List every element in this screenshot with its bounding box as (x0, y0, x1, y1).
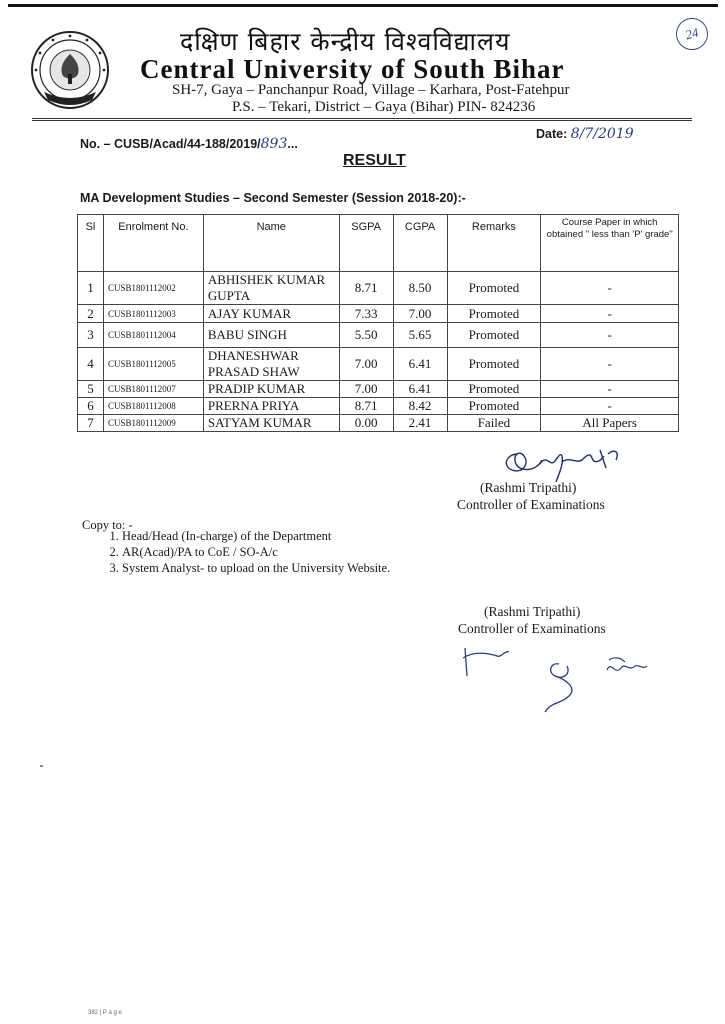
reference-number-handwritten: 893 (260, 136, 288, 152)
cell-enrolment: CUSB1801112002 (103, 272, 203, 305)
cell-name: SATYAM KUMAR (203, 415, 339, 432)
table-row (78, 381, 679, 398)
cell-sl: 7 (78, 415, 104, 432)
cell-enrolment: CUSB1801112003 (103, 305, 203, 323)
reference-number (80, 136, 298, 152)
list-item: 3. System Analyst- to upload on the University Website. (122, 560, 390, 576)
cell-cgpa: 5.65 (393, 323, 447, 348)
cell-cgpa: 8.50 (393, 272, 447, 305)
handwritten-corner-mark: 24 (672, 14, 711, 53)
result-table (77, 214, 679, 432)
cell-sgpa: 0.00 (339, 415, 393, 432)
table-row (78, 323, 679, 348)
signatory-name: (Rashmi Tripathi) (480, 480, 577, 495)
signatory-name-bottom: (Rashmi Tripathi) (484, 604, 581, 619)
reference-prefix: No. – CUSB/Acad/44-188/2019/ (80, 137, 261, 151)
university-name-english: Central University of South Bihar (140, 54, 565, 84)
address-line-2: P.S. – Tekari, District – Gaya (Bihar) PIN- 824236 (232, 99, 536, 115)
reference-dots: ... (287, 137, 298, 151)
cell-remarks: Promoted (447, 398, 541, 415)
cell-course-paper: - (541, 381, 679, 398)
date-label: Date: (536, 127, 571, 141)
cell-name: ABHISHEK KUMAR GUPTA (203, 272, 339, 305)
table-header-row (78, 215, 679, 272)
cell-cgpa: 2.41 (393, 415, 447, 432)
cell-sgpa: 8.71 (339, 398, 393, 415)
cell-sl: 1 (78, 272, 104, 305)
cell-name: DHANESHWAR PRASAD SHAW (203, 348, 339, 381)
address-line-1: SH-7, Gaya – Panchanpur Road, Village – Karhara, Post-Fatehpur (172, 82, 570, 98)
cell-course-paper: - (541, 272, 679, 305)
cell-course-paper: - (541, 323, 679, 348)
cell-sl: 6 (78, 398, 104, 415)
cell-remarks: Promoted (447, 381, 541, 398)
cell-sl: 5 (78, 381, 104, 398)
university-name-hindi: दक्षिण बिहार केन्द्रीय विश्वविद्यालय (180, 27, 511, 56)
cell-enrolment: CUSB1801112008 (103, 398, 203, 415)
university-seal-logo (30, 30, 110, 110)
cell-name: PRERNA PRIYA (203, 398, 339, 415)
scan-speck (40, 765, 43, 767)
list-item: 1. Head/Head (In-charge) of the Department (122, 528, 390, 544)
cell-cgpa: 6.41 (393, 348, 447, 381)
handwritten-initials (455, 636, 655, 716)
cell-course-paper: - (541, 348, 679, 381)
cell-course-paper: - (541, 305, 679, 323)
cell-enrolment: CUSB1801112005 (103, 348, 203, 381)
header-divider (32, 118, 692, 121)
header-sl: Sl (78, 215, 104, 272)
cell-sl: 4 (78, 348, 104, 381)
cell-sgpa: 7.00 (339, 348, 393, 381)
date-field (536, 126, 634, 142)
cell-remarks: Promoted (447, 272, 541, 305)
cell-remarks: Failed (447, 415, 541, 432)
copy-to-list (100, 528, 390, 576)
signatory-designation: Controller of Examinations (457, 497, 605, 512)
cell-sgpa: 7.33 (339, 305, 393, 323)
cell-cgpa: 6.41 (393, 381, 447, 398)
cell-course-paper: - (541, 398, 679, 415)
header-cgpa: CGPA (393, 215, 447, 272)
table-row (78, 272, 679, 305)
cell-remarks: Promoted (447, 323, 541, 348)
header-remarks: Remarks (447, 215, 541, 272)
page-footer: 382 | P a g e (88, 1010, 122, 1016)
cell-remarks: Promoted (447, 348, 541, 381)
list-item: 2. AR(Acad)/PA to CoE / SO-A/c (122, 544, 390, 560)
header-sgpa: SGPA (339, 215, 393, 272)
top-border-line (8, 4, 718, 7)
controller-signature (496, 442, 626, 482)
program-heading: MA Development Studies – Second Semester (Session 2018-20):- (80, 191, 466, 205)
date-value-handwritten: 8/7/2019 (570, 126, 634, 142)
header-name: Name (203, 215, 339, 272)
document-title: RESULT (343, 152, 406, 169)
cell-name: PRADIP KUMAR (203, 381, 339, 398)
table-row (78, 348, 679, 381)
copy-to-label: Copy to: - (82, 518, 133, 532)
cell-remarks: Promoted (447, 305, 541, 323)
cell-enrolment: CUSB1801112004 (103, 323, 203, 348)
cell-cgpa: 7.00 (393, 305, 447, 323)
signatory-designation-bottom: Controller of Examinations (458, 621, 606, 636)
table-row (78, 305, 679, 323)
cell-name: AJAY KUMAR (203, 305, 339, 323)
cell-sl: 3 (78, 323, 104, 348)
cell-sgpa: 8.71 (339, 272, 393, 305)
table-row (78, 398, 679, 415)
cell-course-paper: All Papers (541, 415, 679, 432)
cell-sgpa: 5.50 (339, 323, 393, 348)
cell-cgpa: 8.42 (393, 398, 447, 415)
header-course-paper: Course Paper in which obtained " less than 'P' grade" (541, 215, 679, 272)
cell-enrolment: CUSB1801112007 (103, 381, 203, 398)
cell-enrolment: CUSB1801112009 (103, 415, 203, 432)
cell-name: BABU SINGH (203, 323, 339, 348)
table-row (78, 415, 679, 432)
cell-sl: 2 (78, 305, 104, 323)
header-enrolment: Enrolment No. (103, 215, 203, 272)
cell-sgpa: 7.00 (339, 381, 393, 398)
